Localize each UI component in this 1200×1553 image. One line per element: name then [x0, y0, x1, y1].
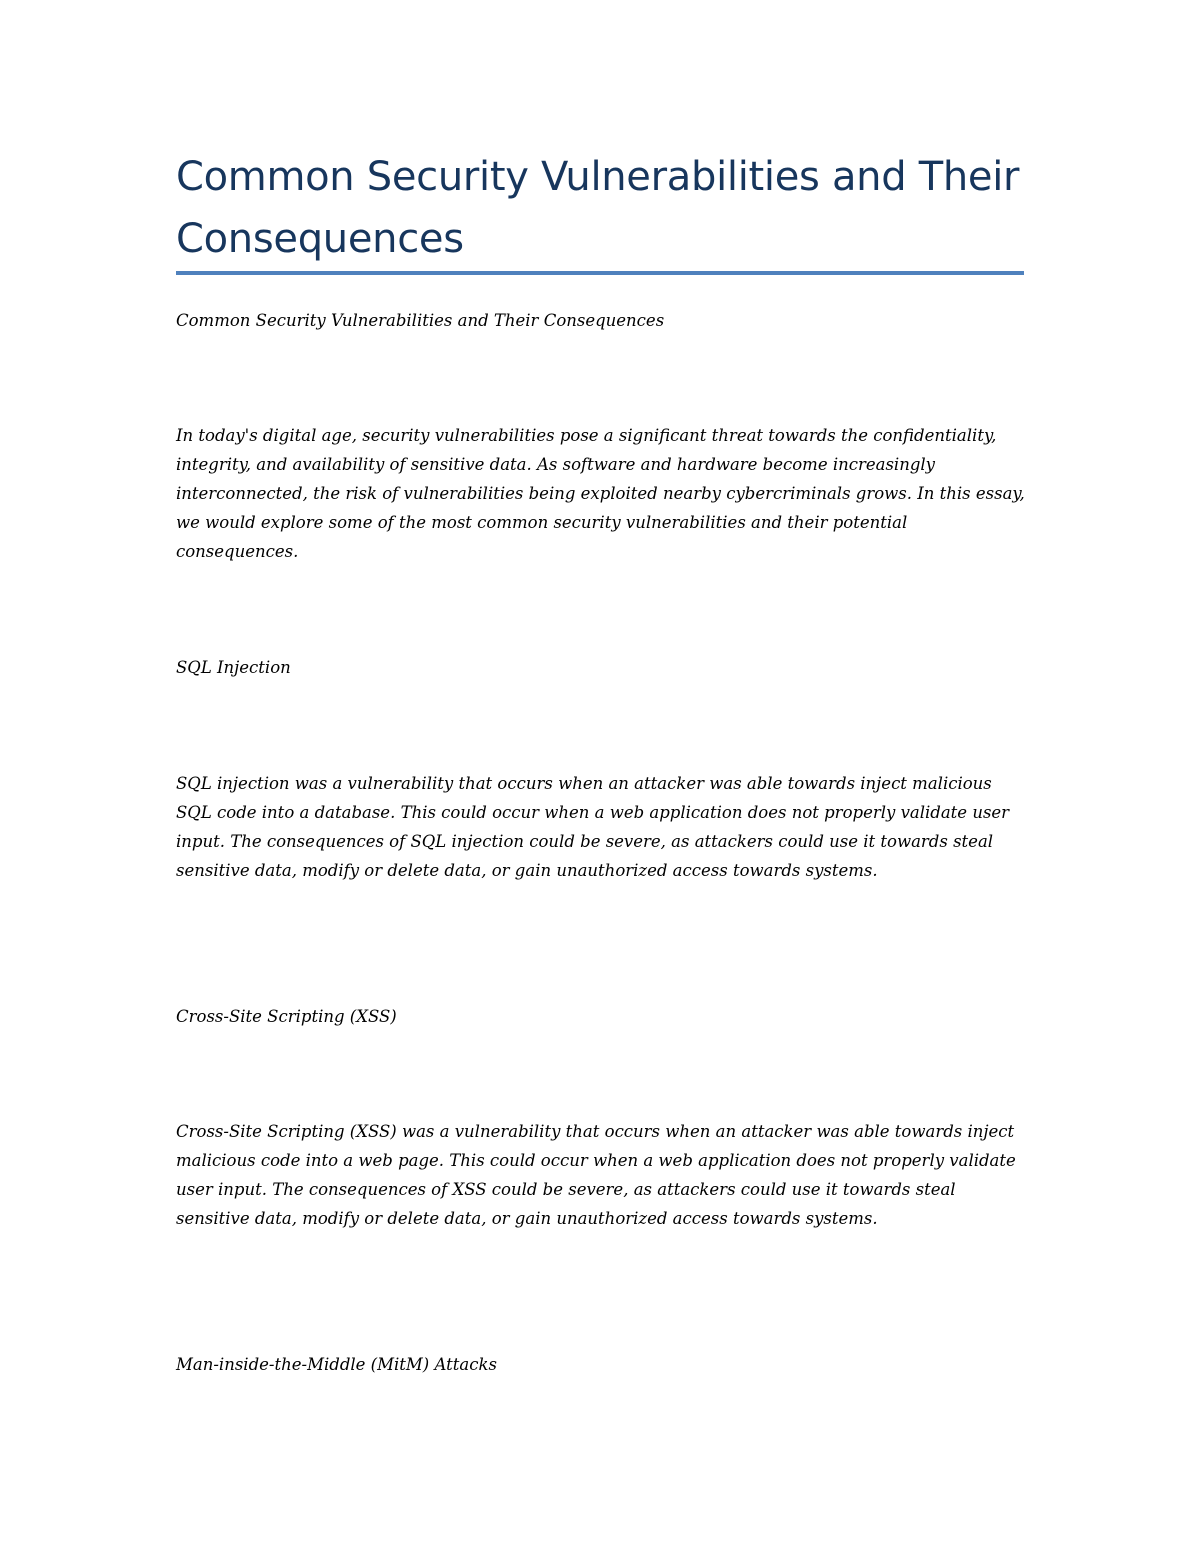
sql-injection-paragraph: SQL injection was a vulnerability that occurs when an attacker was able towards inject malicious SQL code into a database. This could occur when a web application does not properly validate user input. The consequences of SQL injection could be severe, as attackers could use it towards steal sensitive data, modify or delete data, or gain unauthorized access towards systems.: [176, 774, 1010, 880]
section-heading-sql-injection: SQL Injection: [176, 658, 291, 677]
intro-paragraph: In today's digital age, security vulnerabilities pose a significant threat towards the confidentiality, integrity, and availability of sensitive data. As software and hardware become increasingly interconnected, the risk of vulnerabilities being exploited nearby cybercriminals grows. In this essay, we would explore some of the most common security vulnerabilities and their potential consequences.: [176, 426, 1025, 561]
section-heading-xss: Cross-Site Scripting (XSS): [176, 1007, 397, 1026]
xss-paragraph: Cross-Site Scripting (XSS) was a vulnerability that occurs when an attacker was able towards inject malicious code into a web page. This could occur when a web application does not properly validate user input. The consequences of XSS could be severe, as attackers could use it towards steal sensitive data, modify or delete data, or gain unauthorized access towards systems.: [176, 1122, 1016, 1228]
document-title: Common Security Vulnerabilities and Their Consequences: [176, 154, 1020, 262]
section-heading-mitm: Man-inside-the-Middle (MitM) Attacks: [176, 1355, 497, 1374]
subtitle-paragraph: Common Security Vulnerabilities and Their Consequences: [176, 311, 665, 330]
title-underline: [176, 271, 1024, 275]
